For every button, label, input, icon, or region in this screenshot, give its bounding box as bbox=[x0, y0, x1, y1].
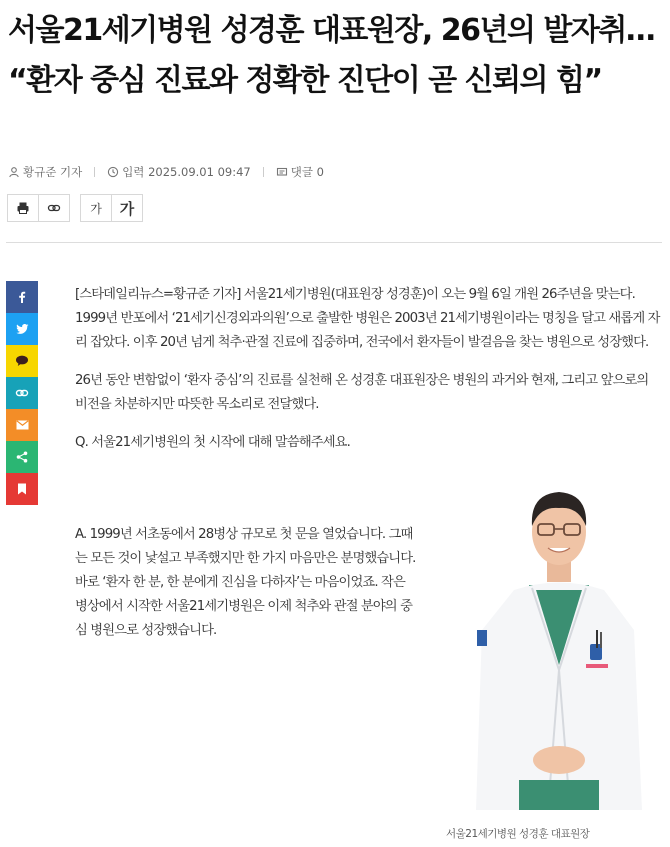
author-name: 황규준 기자 bbox=[23, 165, 83, 179]
photo-caption: 서울21세기병원 성경훈 대표원장 bbox=[446, 828, 590, 840]
interview-question: Q. 서울21세기병원의 첫 시작에 대해 말씀해주세요. bbox=[75, 435, 350, 450]
comment-icon bbox=[276, 166, 288, 178]
comment-count[interactable] bbox=[276, 164, 324, 180]
twitter-icon bbox=[16, 323, 29, 335]
article-title: 서울21세기병원 성경훈 대표원장, 26년의 발자취… “환자 중심 진료와 정확한 진단이 곧 신뢰의 힘” bbox=[8, 13, 655, 98]
link-icon bbox=[47, 201, 61, 215]
copy-link-button[interactable] bbox=[38, 194, 70, 222]
clock-icon bbox=[107, 166, 119, 178]
twitter-share-button[interactable] bbox=[6, 313, 38, 345]
font-decrease-button[interactable]: 가 bbox=[80, 194, 112, 222]
director-photo bbox=[474, 480, 644, 810]
email-share-button[interactable] bbox=[6, 409, 38, 441]
meta-divider bbox=[263, 167, 264, 177]
more-share-button[interactable] bbox=[6, 441, 38, 473]
print-icon bbox=[16, 201, 30, 215]
person-icon bbox=[8, 166, 20, 178]
link-share-button[interactable] bbox=[6, 377, 38, 409]
bookmark-button[interactable] bbox=[6, 473, 38, 505]
author bbox=[8, 164, 82, 180]
share-icon bbox=[16, 451, 28, 463]
article-tools bbox=[8, 194, 70, 222]
header-divider bbox=[6, 242, 662, 243]
facebook-icon bbox=[16, 291, 28, 303]
article-paragraph: [스타데일리뉴스=황규준 기자] 서울21세기병원(대표원장 성경훈)이 오는 9월 6일 개원 26주년을 맞는다. 1999년 반포에서 ‘21세기신경외과의원’으로 출발한 병원은 2003년 21세기병원이라는 명칭을 달고 새롭게 자리 잡았다. 이후 20년 넘게 척추·관절 진료에 집중하며, 전국에서 환자들이 발걸음을 찾는 병원으로 성장했다. bbox=[75, 287, 660, 350]
kakaotalk-share-button[interactable] bbox=[6, 345, 38, 377]
kakaotalk-icon bbox=[15, 355, 29, 367]
comment-count-text: 댓글 0 bbox=[290, 165, 324, 179]
envelope-icon bbox=[16, 420, 29, 430]
meta-divider bbox=[94, 167, 95, 177]
article-meta bbox=[8, 163, 324, 181]
share-bar bbox=[6, 281, 38, 505]
publish-date bbox=[107, 164, 251, 180]
facebook-share-button[interactable] bbox=[6, 281, 38, 313]
link-icon bbox=[15, 386, 29, 400]
publish-date-text: 입력 2025.09.01 09:47 bbox=[122, 165, 251, 179]
print-button[interactable] bbox=[7, 194, 39, 222]
interview-answer: A. 1999년 서초동에서 28병상 규모로 첫 문을 열었습니다. 그때는 모든 것이 낯설고 부족했지만 한 가지 마음만은 분명했습니다. 바로 ‘환자 한 분, 한 분에게 진심을 다하자’는 마음이었죠. 작은 병상에서 시작한 서울21세기병원은 이제 척추와 관절 분야의 중심 병원으로 성장했습니다. bbox=[75, 527, 416, 638]
article-body bbox=[75, 283, 663, 463]
article-paragraph: 26년 동안 변함없이 ‘환자 중심’의 진료를 실천해 온 성경훈 대표원장은 병원의 과거와 현재, 그리고 앞으로의 비전을 차분하지만 따뜻한 목소리로 전달했다. bbox=[75, 373, 649, 412]
font-size-tools bbox=[81, 194, 143, 222]
font-increase-button[interactable]: 가 bbox=[111, 194, 143, 222]
bookmark-icon bbox=[17, 483, 27, 495]
